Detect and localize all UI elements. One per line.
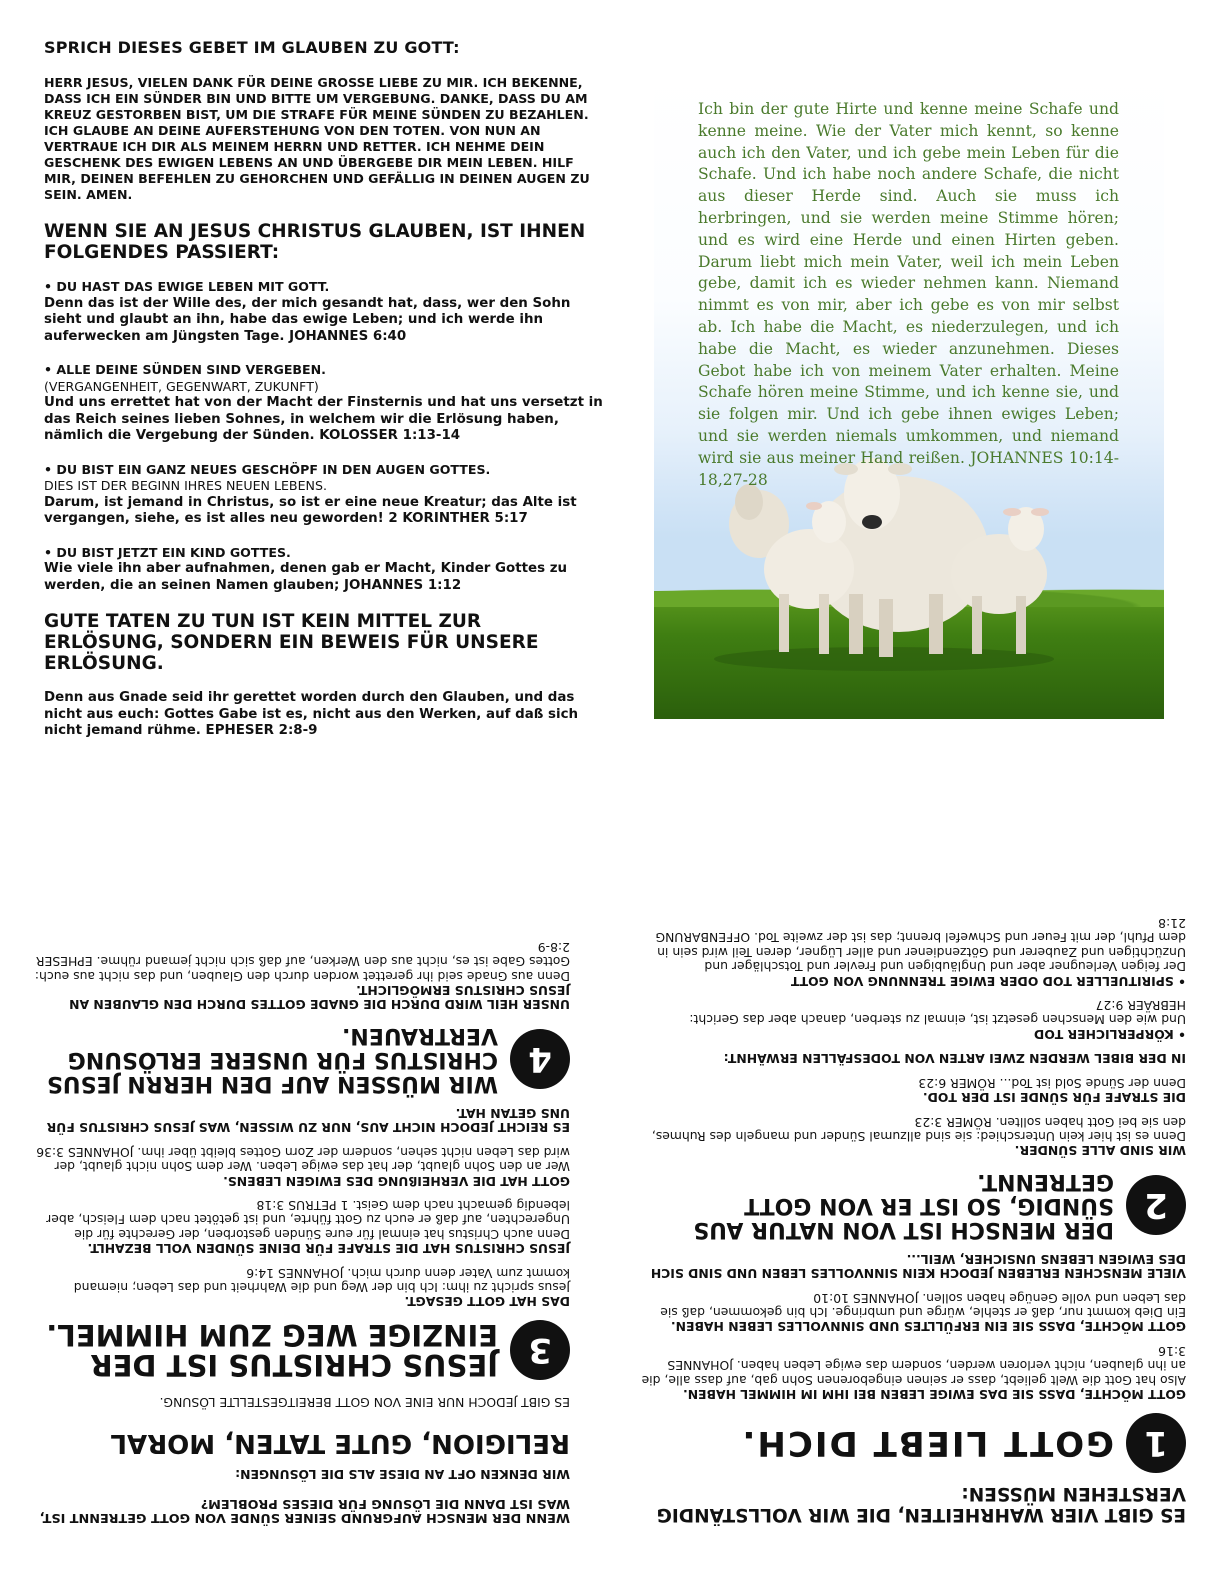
step-2-b-label: DIE STRAFE FÜR SÜNDE IST DER TOD. (922, 1090, 1186, 1106)
step-3-number: 3 (510, 1320, 570, 1380)
point-forgiven (44, 362, 604, 445)
step-2-block-a (640, 1114, 1186, 1157)
death-spiritual-text: Der feigen Verleugner aber und Ungläubigen und Frevler und Totschläger und Unzüchtigen und Zauberer und Götzendiener und aller Lügner, deren Teil wird sein in dem Pfuhl, der mit Feuer und Schwefel brennt; das ist der zweite Tod. OFFENBARUNG 21:8 (655, 916, 1186, 975)
step-1-block-b (640, 1290, 1186, 1333)
solutions-label: WIR DENKEN OFT AN DIESE ALS DIE LÖSUNGEN: (235, 1467, 570, 1483)
prayer-text: HERR JESUS, VIELEN DANK FÜR DEINE GROSSE LIEBE ZU MIR. ICH BEKENNE, DASS ICH EIN SÜNDER BIN UND BITTE UM VERGEBUNG. DANKE, DASS DU AM KREUZ GESTORBEN BIST, UM DIE STRAFE FÜR MEINE SÜNDEN ZU BEZAHLEN. ICH GLAUBE AN DEINE AUFERSTEHUNG VON DEN TOTEN. VON NUN AN VERTRAUE ICH DIR ALS MEINEM HERRN UND RETTER. ICH NEHME DEIN GESCHENK DES EWIGEN LEBENS AN UND ÜBERGEBE DIR MEIN LEBEN. HILF MIR, DEINEN BEFEHLEN ZU GEHORCHEN UND GEFÄLLIG IN DEINEN AUGEN ZU SEIN. AMEN. (44, 75, 590, 202)
prayer-panel (44, 38, 604, 757)
step-3-note: ES REICHT JEDOCH NICHT AUS, NUR ZU WISSEN, WAS JESUS CHRISTUS FÜR UNS GETAN HAT. (46, 1105, 570, 1136)
believe-heading: WENN SIE AN JESUS CHRISTUS GLAUBEN, IST IHNEN FOLGENDES PASSIERT: (44, 221, 586, 263)
step-3-block-a (30, 1265, 570, 1308)
steps-1-2-panel (640, 825, 1186, 1525)
step-2-a-text: Denn es ist hier kein Unterschied: sie sind allzumal Sünder und mangeln des Ruhmes, den sie bei Gott haben sollten. RÖMER 3:23 (651, 1114, 1186, 1144)
death-physical (640, 998, 1186, 1041)
solutions-list: RELIGION, GUTE TATEN, MORAL (110, 1427, 570, 1458)
point-eternal-life (44, 279, 604, 345)
step-2-block-b (640, 1075, 1186, 1104)
step-3-a-text: Jesus spricht zu ihm: Ich bin der Weg und die Wahrheit und das Leben; niemand kommt zum Vater denn durch mich. JOHANNES 14:6 (73, 1265, 570, 1295)
step-1-block-a (640, 1343, 1186, 1401)
point-text: Und uns errettet hat von der Macht der Finsternis und hat uns versetzt in das Reich seines lieben Sohnes, in welchem wir die Erlösung haben, nämlich die Vergebung der Sünden. KOLOSSER 1:13-14 (44, 395, 603, 443)
point-title: • DU HAST DAS EWIGE LEBEN MIT GOTT. (44, 279, 330, 294)
solution-question: WENN DER MENSCH AUFGRUND SEINER SÜNDE VON GOTT GETRENNT IST, WAS IST DANN DIE LÖSUNG FÜR DIESES PROBLEM? (39, 1495, 570, 1525)
step-3-b-label: JESUS CHRISTUS HAT DIE STRAFE FÜR DEINE SÜNDEN VOLL BEZAHLT. (87, 1241, 570, 1257)
point-child-of-god (44, 545, 604, 595)
point-text: Denn das ist der Wille des, der mich gesandt hat, dass, wer den Sohn sieht und glaubt an ihn, habe das ewige Leben; und ich werde ihn auferwecken am Jüngsten Tage. JOHANNES 6:40 (44, 295, 571, 344)
step-3-block-c (30, 1144, 570, 1187)
step-3-heading (30, 1318, 570, 1383)
step-3-title: JESUS CHRISTUS IST DER EINZIGE WEG ZUM HIMMEL. (46, 1318, 498, 1383)
step-2-note: IN DER BIBEL WERDEN ZWEI ARTEN VON TODESFÄLLEN ERWÄHNT: (723, 1051, 1186, 1067)
steps-3-4-panel (30, 852, 570, 1524)
death-spiritual-label: • SPIRITUELLER TOD ODER EWIGE TRENNUNG VON GOTT (790, 973, 1186, 989)
point-title: • DU BIST JETZT EIN KIND GOTTES. (44, 544, 291, 560)
step-4-label: UNSER HEIL WIRD DURCH DIE GNADE GOTTES DURCH DEN GLAUBEN AN JESUS CHRISTUS ERMÖGLICHT. (69, 983, 570, 1013)
step-1-b-label: GOTT MÖCHTE, DASS SIE EIN ERFÜLLTES UND SINNVOLLES LEBEN HABEN. (670, 1319, 1186, 1335)
point-title: • ALLE DEINE SÜNDEN SIND VERGEBEN. (44, 362, 326, 377)
point-subtitle: DIES IST DER BEGINN IHRES NEUEN LEBENS. (44, 478, 327, 493)
death-spiritual (640, 916, 1186, 988)
step-4-title: WIR MÜSSEN AUF DEN HERRN JESUS CHRISTUS FÜR UNSERE ERLÖSUNG VERTRAUEN. (46, 1023, 498, 1097)
step-3-a-label: DAS HAT GOTT GESAGT. (404, 1294, 570, 1310)
only-solution: ES GIBT JEDOCH NUR EINE VON GOTT BEREITGESTELLTE LÖSUNG. (159, 1394, 570, 1410)
step-2-a-label: WIR SIND ALLE SÜNDER. (1014, 1143, 1186, 1159)
step-1-b-text: Ein Dieb kommt nur, daß er stehle, würge und umbringe. Ich bin gekommen, daß sie das Leben und volle Genüge haben sollen. JOHANNES 10:10 (660, 1290, 1186, 1320)
works-verse: Denn aus Gnade seid ihr gerettet worden durch den Glauben, und das nicht aus euch: Gottes Gabe ist es, nicht aus den Werken, auf daß sich nicht jemand rühme. EPHESER 2:8-9 (44, 690, 579, 738)
step-4-number: 4 (510, 1030, 570, 1090)
john-10-verse: Ich bin der gute Hirte und kenne meine Schafe und kenne meine. Wie der Vater mich kennt, so kenne auch ich den Vater, und ich gebe mein Leben für die Schafe. Und ich habe noch andere Schafe, die nicht aus dieser Herde sind. Auch sie muss ich herbringen, und sie werden meine Stimme hören; und es wird eine Herde und einen Hirten geben. Darum liebt mich mein Vater, weil ich mein Leben gebe, damit ich es wieder nehmen kann. Niemand nimmt es von mir, aber ich gebe es von mir selbst ab. Ich habe die Macht, es niederzulegen, und ich habe die Macht, es wieder anzunehmen. Dieses Gebot habe ich von meinem Vater erhalten. Meine Schafe hören meine Stimme, und ich kenne sie, und sie folgen mir. Und ich gebe ihnen ewiges Leben; und sie werden niemals umkommen, und niemand wird sie aus meiner Hand reißen. JOHANNES 10:14-18,27-28 (698, 100, 1119, 489)
step-1-title: GOTT LIEBT DICH. (740, 1423, 1114, 1463)
point-text: Wie viele ihn aber aufnahmen, denen gab er Macht, Kinder Gottes zu werden, die an seinen Namen glauben; JOHANNES 1:12 (44, 561, 568, 593)
step-2-b-text: Denn der Sünde Sold ist Tod... RÖMER 6:23 (918, 1075, 1186, 1091)
prayer-heading: SPRICH DIESES GEBET IM GLAUBEN ZU GOTT: (44, 38, 460, 57)
step-2-heading (640, 1169, 1186, 1241)
step-3-c-label: GOTT HAT DIE VERHEIßUNG DES EWIGEN LEBENS. (223, 1173, 570, 1189)
death-physical-label: • KÖRPERLICHER TOD (1034, 1026, 1186, 1042)
works-text (44, 690, 604, 740)
step-1-a-label: GOTT MÖCHTE, DASS SIE DAS EWIGE LEBEN BEI IHM IM HIMMEL HABEN. (683, 1387, 1186, 1402)
step-4-block (30, 939, 570, 1011)
step-3-block-b (30, 1198, 570, 1256)
death-physical-text: Und wie den Menschen gesetzt ist, einmal zu sterben, danach aber das Gericht: HEBRÄER 9:27 (689, 998, 1186, 1028)
point-new-creation (44, 462, 604, 528)
works-heading: GUTE TATEN ZU TUN IST KEIN MITTEL ZUR ERLÖSUNG, SONDERN EIN BEWEIS FÜR UNSERE ERLÖSUNG. (44, 611, 539, 674)
point-title: • DU BIST EIN GANZ NEUES GESCHÖPF IN DEN AUGEN GOTTES. (44, 461, 491, 477)
sheep-photo (654, 74, 1164, 719)
step-3-c-text: Wer an den Sohn glaubt, der hat das ewige Leben. Wer dem Sohn nicht glaubt, der wird das Leben nicht sehen, sondern der Zorn Gottes bleibt über ihm. JOHANNES 3:36 (36, 1144, 570, 1175)
step-1-number: 1 (1126, 1413, 1186, 1473)
point-subtitle: (VERGANGENHEIT, GEGENWART, ZUKUNFT) (44, 378, 319, 394)
step-1-a-text: Also hat Gott die Welt geliebt, dass er seinen eingeborenen Sohn gab, auf dass alle, die an ihn glauben, nicht verloren werden, sondern das ewige Leben haben. JOHANNES 3:16 (641, 1343, 1186, 1388)
step-1-heading (640, 1413, 1186, 1473)
point-text: Darum, ist jemand in Christus, so ist er eine neue Kreatur; das Alte ist vergangen, siehe, es ist alles neu geworden! 2 KORINTHER 5:17 (44, 494, 577, 526)
step-3-b-text: Denn auch Christus hat einmal für eure Sünden gestorben, der Gerechte für die Ungerechten, auf daß er euch zu Gott führte, und ist getötet nach dem Fleisch, aber lebendig gemacht nach dem Geist. 1 PETRUS 3:18 (46, 1197, 570, 1242)
step-2-number: 2 (1126, 1175, 1186, 1235)
step-4-heading (30, 1024, 570, 1096)
four-truths-intro: ES GIBT VIER WAHRHEITEN, DIE WIR VOLLSTÄNDIG VERSTEHEN MÜSSEN: (656, 1483, 1186, 1525)
step-2-title: DER MENSCH IST VON NATUR AUS SÜNDIG, SO IST ER VON GOTT GETRENNT. (693, 1169, 1114, 1243)
step-1-note: VIELE MENSCHEN ERLEBEN JEDOCH KEIN SINNVOLLES LEBEN UND SIND SICH DES EWIGEN LEBENS UNSICHER, WEIL... (650, 1251, 1186, 1282)
step-4-text: Denn aus Gnade seid ihr gerettet worden durch den Glauben, und das nicht aus euch: Gottes Gabe ist es, nicht aus den Werken, auf daß sich nicht jemand rühme. EPHESER 2:8-9 (34, 939, 570, 984)
